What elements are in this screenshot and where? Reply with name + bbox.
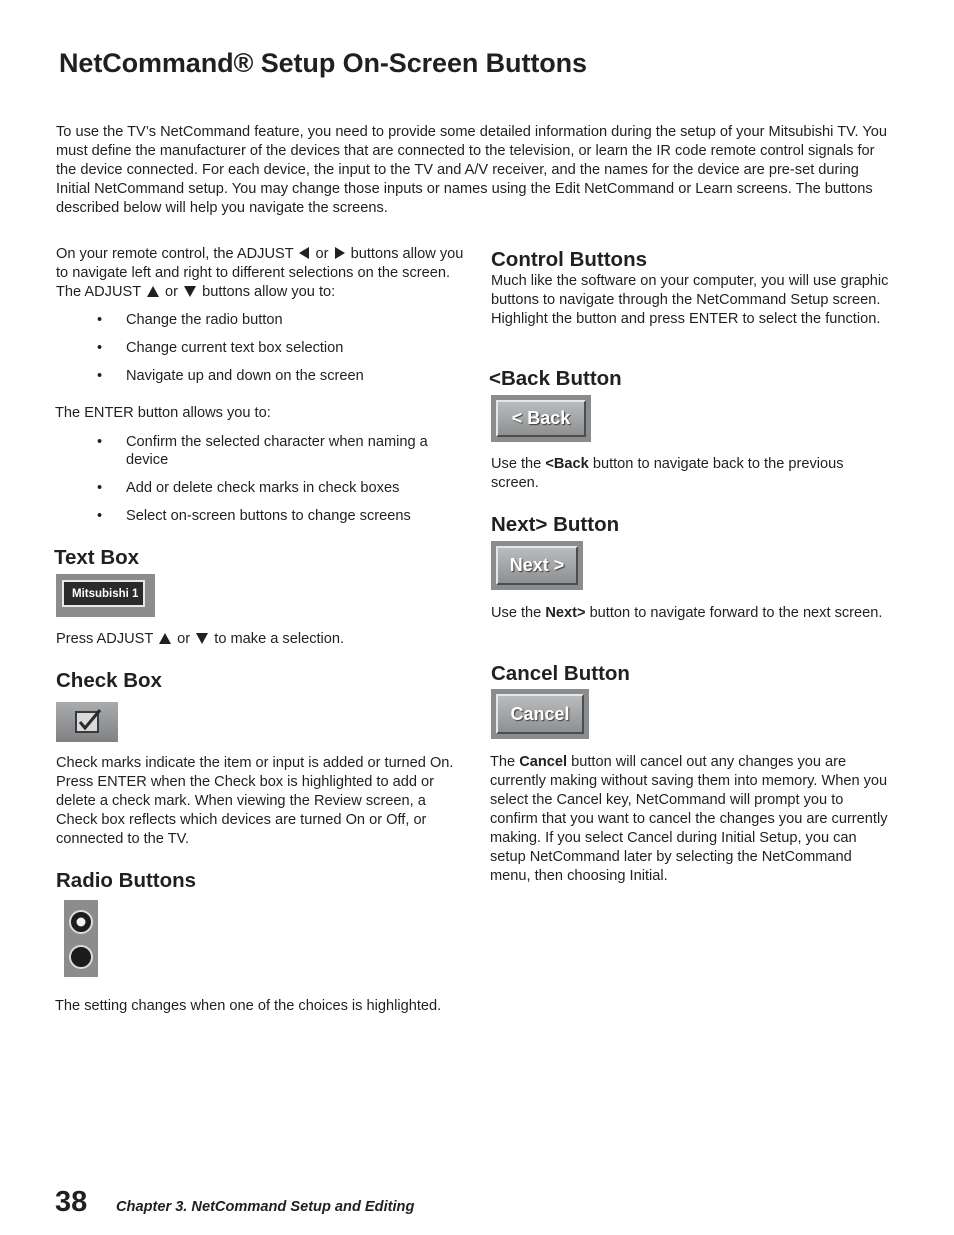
radio-buttons-heading: Radio Buttons: [56, 869, 197, 892]
list-item: • Confirm the selected character when naming a device: [56, 433, 466, 469]
enter-bullet-list: [56, 433, 466, 535]
down-arrow-icon: [196, 633, 208, 644]
text-box-description: Press ADJUST or to make a selection.: [56, 631, 345, 647]
next-button-sample: [491, 541, 583, 590]
list-item: • Select on-screen buttons to change screens: [56, 507, 466, 525]
text-box-sample-value: Mitsubishi 1: [62, 580, 145, 607]
cancel-button-heading: Cancel Button: [491, 662, 630, 685]
check-box-description: Check marks indicate the item or input is added or turned On. Press ENTER when the Check box is highlighted to add or delete a check mark. When viewing the Review screen, a Check box reflects which devices are turned On or Off, or connected to the TV.: [56, 755, 454, 847]
down-arrow-icon: [184, 286, 196, 297]
list-item: • Change the radio button: [56, 311, 466, 329]
radio-buttons-sample: [64, 900, 98, 977]
control-buttons-heading: Control Buttons: [491, 248, 647, 271]
list-item: • Navigate up and down on the screen: [56, 367, 466, 385]
cancel-button-description: The Cancel button will cancel out any changes you are currently making without saving them into memory. When you select the Cancel key, NetCommand will prompt you to confirm that you want to cancel the changes you are currently making. If you select Cancel during Initial Setup, you can setup NetCommand later by selecting the NetCommand menu, then choosing Initial.: [490, 754, 888, 884]
list-item: • Add or delete check marks in check boxes: [56, 479, 466, 497]
back-button-sample: [491, 395, 591, 442]
enter-intro: The ENTER button allows you to:: [55, 405, 271, 421]
adjust-paragraph: On your remote control, the ADJUST or buttons allow you to navigate left and right to different selections on the screen. The ADJUST or buttons allow you to:: [56, 246, 464, 300]
intro-paragraph: To use the TV’s NetCommand feature, you need to provide some detailed information during the setup of your Mitsubishi TV. You must define the manufacturer of the devices that are connected to the television, or learn the IR code remote control signals for the device connected. For each device, the input to the TV and A/V receiver, and the names for the device are pre-set during Initial NetCommand setup. You may change those inputs or names using the Edit NetCommand or Learn screens. The buttons described below will help you navigate the screens.: [56, 124, 887, 216]
left-arrow-icon: [299, 247, 309, 259]
up-arrow-icon: [159, 633, 171, 644]
text-box-sample: [56, 574, 155, 617]
list-item: • Change current text box selection: [56, 339, 466, 357]
checkmark-icon: [56, 702, 118, 742]
cancel-button-sample: [491, 689, 589, 739]
up-arrow-icon: [147, 286, 159, 297]
page-title: NetCommand® Setup On-Screen Buttons: [59, 48, 587, 78]
check-box-heading: Check Box: [56, 669, 162, 692]
page-number: 38: [55, 1186, 88, 1218]
next-button-description: Use the Next> button to navigate forward to the next screen.: [491, 605, 883, 621]
next-button-heading: Next> Button: [491, 513, 620, 536]
next-button-label: Next >: [496, 546, 578, 585]
chapter-title: Chapter 3. NetCommand Setup and Editing: [116, 1199, 415, 1215]
cancel-button-label: Cancel: [496, 694, 584, 734]
adjust-bullet-list: [56, 311, 466, 395]
check-box-sample: [56, 702, 118, 742]
back-button-heading: <Back Button: [489, 367, 622, 390]
control-buttons-description: Much like the software on your computer, you will use graphic buttons to navigate through the NetCommand Setup screen. Highlight the button and press ENTER to select the function.: [491, 273, 889, 327]
radio-button-icon: [64, 900, 98, 977]
right-arrow-icon: [335, 247, 345, 259]
radio-buttons-description: The setting changes when one of the choices is highlighted.: [55, 998, 442, 1014]
text-box-heading: Text Box: [54, 546, 140, 569]
back-button-label: < Back: [496, 400, 586, 437]
back-button-description: Use the <Back button to navigate back to the previous screen.: [491, 456, 844, 491]
